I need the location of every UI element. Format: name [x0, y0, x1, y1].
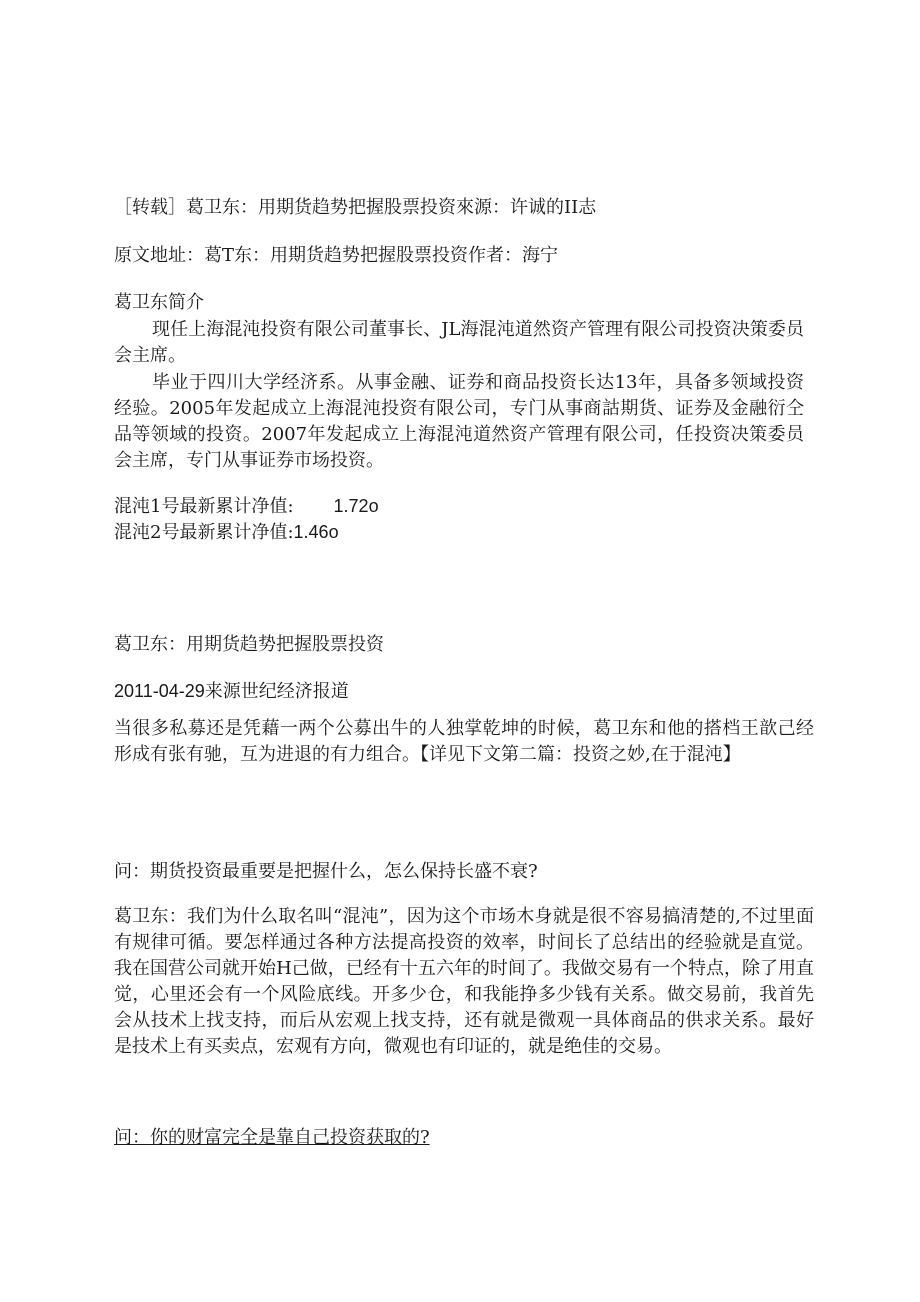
- bio-paragraph-1: 现任上海混沌投资有限公司董事长、JL海混沌道然资产管理有限公司投资决策委员会主席。: [114, 319, 804, 366]
- nav-line-2: [114, 519, 339, 546]
- question-2: 问：你的财富完全是靠自己投资获取的?: [114, 1127, 430, 1148]
- source-line: 原文地址：葛T东：用期货趋势把握股票投资作者：海宁: [114, 245, 559, 266]
- article-intro: 当很多私募还是凭藉一两个公募出牛的人独掌乾坤的时候，葛卫东和他的搭档王歆己经形成有张有驰，互为进退的有力组合。【详见下文第二篇：投资之妙,在于混沌】: [114, 718, 814, 765]
- nav-line-1: [114, 493, 379, 520]
- nav-value-1: 1.72o: [333, 496, 379, 516]
- bio-heading: 葛卫东简介: [114, 292, 204, 313]
- nav-value-2: 1.46o: [293, 522, 339, 542]
- answer-1: 葛卫东：我们为什么取名叫“混沌”，因为这个市场木身就是很不容易搞清楚的,不过里面有规律可循。要怎样通过各种方法提高投资的效率，时间长了总结出的经验就是直觉。我在国营公司就开始H己做，已经有十五六年的时间了。我做交易有一个特点，除了用直觉，心里还会有一个风险底线。开多少仓，和我能挣多少钱有关系。做交易前，我首先会从技术上找支持，而后从宏观上找支持，还有就是微观一具体商品的供求关系。最好是技术上有买卖点，宏观有方向，微观也有印证的，就是绝佳的交易。: [114, 906, 814, 1057]
- bio-paragraph-2: 毕业于四川大学经济系。从事金融、证券和商品投资长达13年，具备多领域投资经验。2005年发起成立上海混沌投资有限公司，专门从事商詁期货、证券及金融衍仝品等领域的投资。2007年发起成立上海混沌道然资产管理有限公司，任投资决策委员会主席，专门从事证券市场投资。: [114, 372, 804, 471]
- document-title: ［转载］葛卫东：用期货趋势把握股票投资來源：许诚的II志: [114, 197, 597, 218]
- article-title: 葛卫东：用期货趋势把握股票投资: [114, 634, 384, 655]
- article-dateline: 2011-04-29来源世纪经济报道: [114, 681, 349, 701]
- nav-label-2: 混沌2号最新累计净值:: [114, 522, 294, 543]
- question-1: 问：期货投资最重要是把握什么，怎么保持长盛不衰?: [114, 861, 538, 882]
- nav-label-1: 混沌1号最新累计净值:: [114, 496, 294, 517]
